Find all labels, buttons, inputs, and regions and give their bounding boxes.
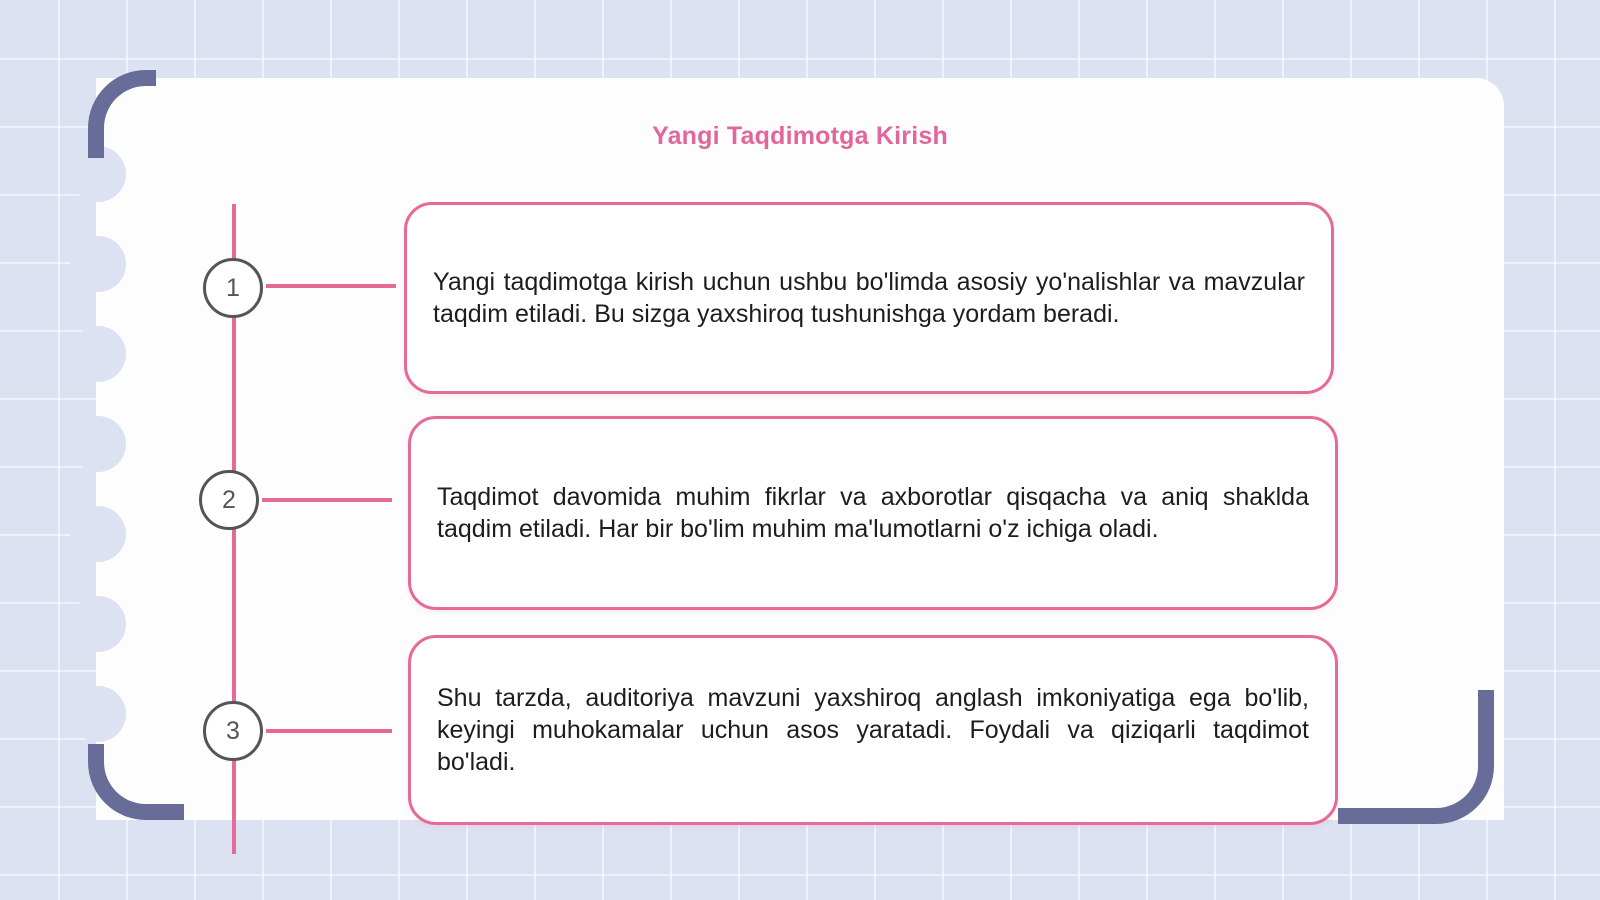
timeline-connector xyxy=(262,498,392,502)
timeline-node-3 xyxy=(203,701,263,761)
timeline-text-box-2 xyxy=(408,416,1338,610)
timeline-connector xyxy=(266,284,396,288)
timeline-node-1 xyxy=(203,258,263,318)
timeline-item-text: Shu tarzda, auditoriya mavzuni yaxshiroq anglash imkoniyatiga ega bo'lib, keyingi muhokamalar uchun asos yaratadi. Foydali va qiziqarli taqdimot bo'ladi. xyxy=(437,684,1309,776)
notebook-hole xyxy=(70,686,126,742)
timeline-item-text: Yangi taqdimotga kirish uchun ushbu bo'limda asosiy yo'nalishlar va mavzular taqdim etiladi. Bu sizga yaxshiroq tushunishga yordam beradi. xyxy=(433,268,1305,328)
node-number: 2 xyxy=(222,485,236,514)
notebook-hole xyxy=(70,236,126,292)
timeline-node-2 xyxy=(199,470,259,530)
slide-title: Yangi Taqdimotga Kirish xyxy=(652,122,948,150)
timeline-item-text: Taqdimot davomida muhim fikrlar va axborotlar qisqacha va aniq shaklda taqdim etiladi. Har bir bo'lim muhim ma'lumotlarni o'z ichiga oladi. xyxy=(437,483,1309,543)
timeline-connector xyxy=(266,729,392,733)
timeline-text-box-3 xyxy=(408,635,1338,825)
corner-bracket-bottom-right xyxy=(1338,690,1494,824)
timeline-text-box-1 xyxy=(404,202,1334,394)
node-number: 3 xyxy=(226,716,240,745)
notebook-hole xyxy=(70,416,126,472)
notebook-hole xyxy=(70,506,126,562)
node-number: 1 xyxy=(226,273,240,302)
notebook-hole xyxy=(70,326,126,382)
notebook-hole xyxy=(70,596,126,652)
